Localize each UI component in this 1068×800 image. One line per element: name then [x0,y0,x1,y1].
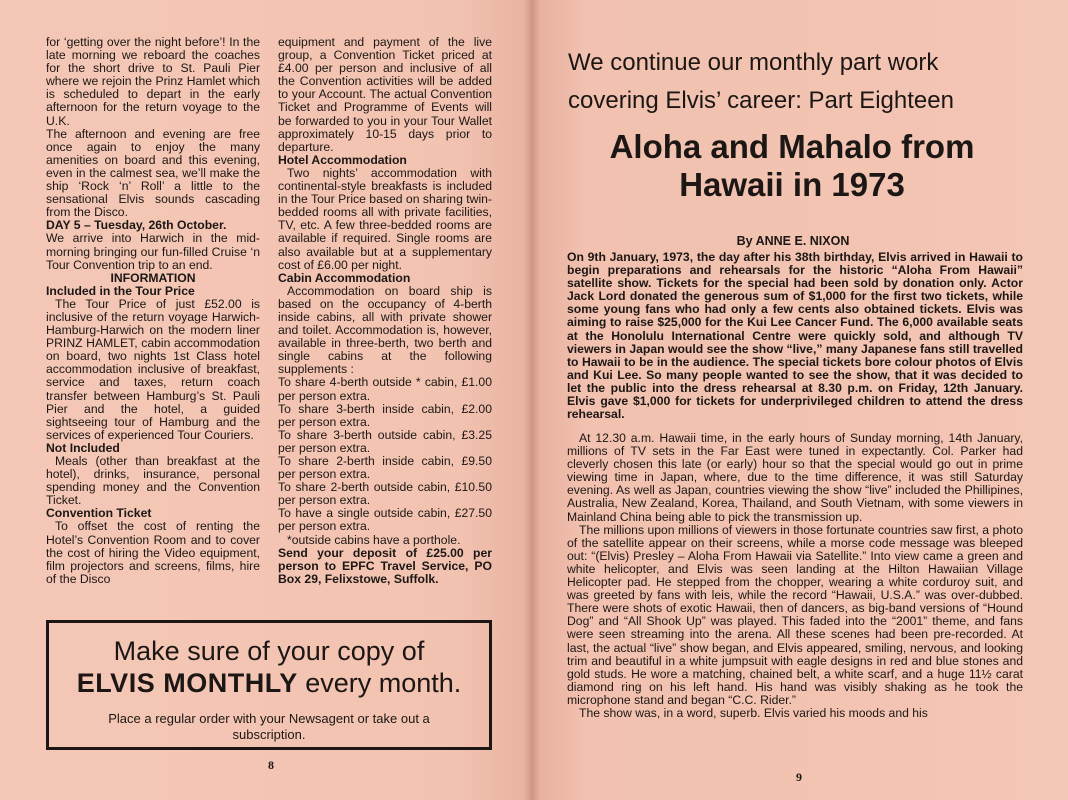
ad-subheadline-rest: every month. [297,668,462,698]
paragraph: Meals (other than breakfast at the hotel), drinks, insurance, personal spending money and the Convention Ticket. [46,454,260,508]
section-heading: Cabin Accommodation [278,270,411,285]
elvis-monthly-ad [46,620,492,750]
ad-brand: ELVIS MONTHLY [76,668,298,698]
paragraph: Two nights’ accommodation with continental-style breakfasts is included in the Tour Price based on sharing twin-bedded rooms all with private facilities, TV, etc. A few three-bedded rooms are available if required. Single rooms are also available but at a supplementary cost of £6.00 per night. [278,165,492,272]
paragraph: *outside cabins have a porthole. [287,532,461,547]
body-paragraph: At 12.30 a.m. Hawaii time, in the early hours of Sunday morning, 14th January, millions of TV sets in the Far East were tuned in expectantly. Col. Parker had cleverly chosen this late (or early) hour so that the special would go out in prime viewing time in Japan, where, due to the time difference, it was still Saturday evening. As well as Japan, countries viewing the show “live” included the Phillipines, Australia, New Zealand, Korea, Thailand, and South Vietnam, with some viewers in Mainland China being able to pick the transmission up. [567,431,1023,524]
paragraph: The afternoon and evening are free once again to enjoy the many amenities on board and this evening, even in the calmest sea, we’ll make the ship ‘Rock ‘n’ Roll’ a little to the sensational Elvis sounds cascading from the Disco. [46,126,260,220]
paragraph: for ‘getting over the night before’! In the late morning we reboard the coaches for the short drive to St. Pauli Pier where we rejoin the Prinz Hamlet which is scheduled to depart in the early afternoon for the return voyage to the U.K. [46,35,260,128]
section-heading: Send your deposit of £25.00 per person to EPFC Travel Service, PO Box 29, Felixstowe, Suffolk. [278,545,492,586]
lead-text: On 9th January, 1973, the day after his 38th birthday, Elvis arrived in Hawaii to begin preparations and rehearsals for the historic “Aloha From Hawaii” satellite show. Tickets for the special had been sold by donation only. Actor Jack Lord donated the generous sum of $1,000 for the first two tickets, while some young fans who had only a few cents also obtained tickets. Elvis was aiming to raise $25,000 for the Kui Lee Cancer Fund. The 6,000 available seats at the Honolulu International Centre were quickly sold, and although TV viewers in Japan would see the show “live,” many Japanese fans still travelled to Hawaii to be in the audience. The special tickets bore colour photos of Elvis and Kui Lee. So many people wanted to see the show, that it was decided to let the public into the dress rehearsal at 8.30 p.m. on Friday, 12th January. Elvis gave $1,000 for tickets for underprivileged children to attend the dress rehearsal. [567,250,1023,422]
series-kicker [568,44,1028,120]
section-heading: Hotel Accommodation [278,152,407,167]
paragraph: To share 2-berth inside cabin, £9.50 per person extra. [278,454,492,482]
paragraph: To share 4-berth outside * cabin, £1.00 per person extra. [278,375,492,403]
paragraph: To share 3-berth outside cabin, £3.25 per person extra. [278,427,492,455]
kicker-line-2: covering Elvis’ career: Part Eighteen [568,87,954,114]
left-column-2 [278,36,492,586]
section-heading: INFORMATION [110,270,196,285]
book-gutter [524,0,540,800]
body-paragraph: The show was, in a word, superb. Elvis varied his moods and his [579,705,928,720]
body-paragraph: The millions upon millions of viewers in those fortunate countries saw first, a photo of the satellite appear on their screens, while a morse code message was bleeped out: “(Elvis) Presley – Aloha From Hawaii via Satellite.” Into view came a green and white helicopter, and Elvis was seen landing at the Hilton Hawaiian Village Helicopter pad. He stepped from the chopper, wearing a white corduroy suit, and was greeted by fans with leis, while the record “Hawaii, U.S.A.” was over-dubbed. There were shots of exotic Hawaii, then of dancers, as big-band versions of “Hound Dog” and “All Shook Up” was played. This faded into the “2001” theme, and fans were seen streaming into the arena. All these scenes had been pre-recorded. At last, the actual “live” show began, and Elvis appeared, smiling, nervous, and looking trim and beautiful in a white jumpsuit with eagle designs in red and blue stones and gold studs. He wore a matching, chained belt, a white scarf, and a huge 11½ carat diamond ring on his left hand. His hand was visibly shaking as he took the microphone stand and began “C.C. Rider.” [567,522,1023,707]
ad-headline: Make sure of your copy of [113,636,425,666]
paragraph: The Tour Price of just £52.00 is inclusive of the return voyage Harwich-Hamburg-Harwich on the modern liner PRINZ HAMLET, cabin accommodation on board, two nights 1st Class hotel accommodation inclusive of breakfast, service and taxes, return coach transfer between Hamburg’s St. Pauli Pier and the hotel, a guided sightseeing tour of Hamburg and the services of experienced Tour Couriers. [46,296,260,442]
page-number-left: 8 [268,758,274,772]
section-heading: Not Included [46,440,120,455]
ad-subheadline [49,667,489,699]
page-number-right: 9 [796,770,802,784]
paragraph: We arrive into Harwich in the mid-morning bringing our fun-filled Cruise ‘n Tour Convention trip to an end. [46,231,260,272]
paragraph: Accommodation on board ship is based on the occupancy of 4-berth inside cabins, all with private shower and toilet. Accommodation is, however, available in three-berth, two berth and single cabins at the following supplements : [278,283,492,377]
kicker-line-1: We continue our monthly part work [568,49,939,76]
article-body [567,432,1023,720]
section-heading: DAY 5 – Tuesday, 26th October. [46,218,227,233]
article-title [560,128,1024,204]
paragraph: To offset the cost of renting the Hotel’s Convention Room and to cover the cost of hiring the Video equipment, film projectors and screens, films, hire of the Disco [46,519,260,586]
title-line-1: Aloha and Mahalo from [609,128,975,165]
paragraph: To share 2-berth outside cabin, £10.50 per person extra. [278,480,492,508]
paragraph: equipment and payment of the live group, a Convention Ticket priced at £4.00 per person and inclusive of all the Convention activities will be added to your Account. The actual Convention Ticket and Programme of Events will be forwarded to you in your Tour Wallet approximately 10-15 days prior to departure. [278,35,492,154]
ad-body: Place a regular order with your Newsagent or take out a subscription. [108,711,430,742]
lead-paragraph [567,251,1023,421]
section-heading: Included in the Tour Price [46,283,195,298]
byline: By ANNE E. NIXON [736,234,850,248]
left-column-1 [46,36,260,586]
paragraph: To share 3-berth inside cabin, £2.00 per person extra. [278,401,492,429]
title-line-2: Hawaii in 1973 [679,166,905,203]
section-heading: Convention Ticket [46,506,152,521]
paragraph: To have a single outside cabin, £27.50 per person extra. [278,506,492,534]
